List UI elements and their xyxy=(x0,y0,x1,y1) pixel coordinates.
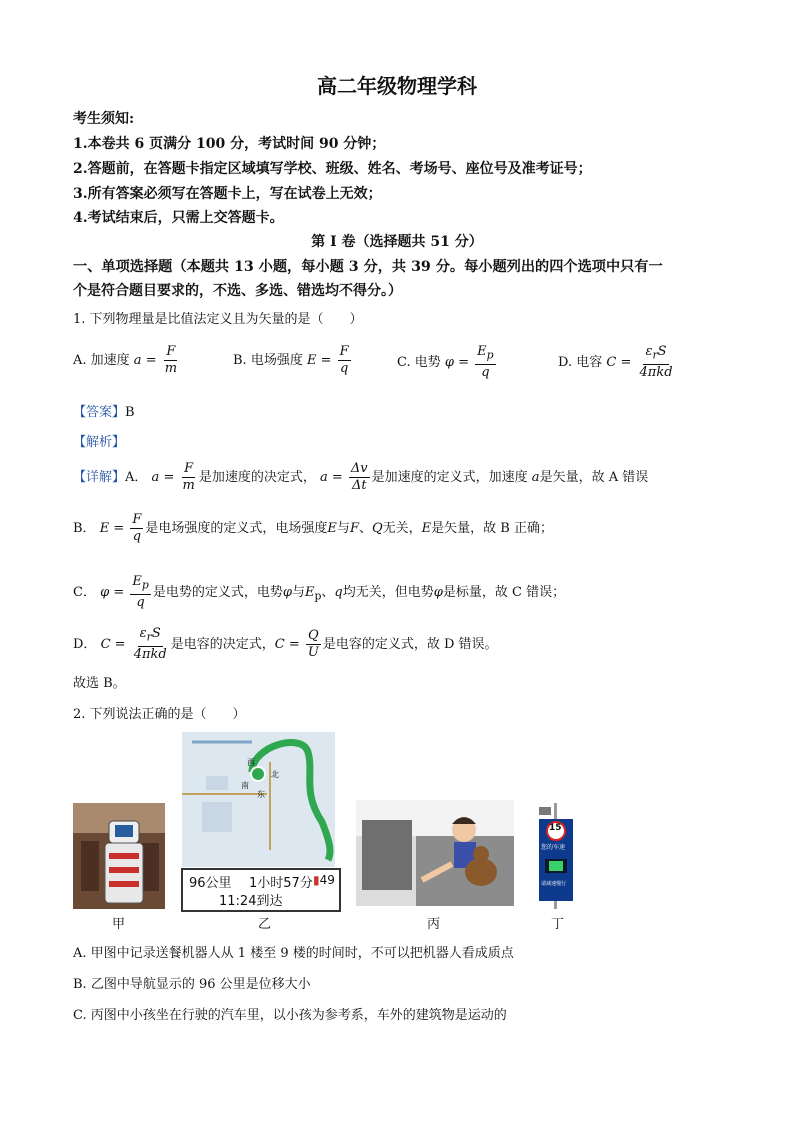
nav-arrival: 11:24到达 xyxy=(219,894,283,909)
detail-b-end: 与 xyxy=(336,521,350,536)
notice-heading: 考生须知: xyxy=(73,111,135,127)
notice-item: 2.答题前，在答题卡指定区域填写学校、班级、姓名、考场号、座位号及准考证号； xyxy=(73,161,592,177)
detail-b: B． E = $\frac{F}{q}$ 是电场强度的定义式，电场强度E与F、Q无关，E是矢量，故 B 正确； xyxy=(73,512,553,544)
option-b: B. 电场强度 E = $\frac{F}{q}$ xyxy=(233,344,349,376)
detail-a-end: 是矢量，故 A 错误 xyxy=(539,470,649,485)
option-c-label: C. 电势 xyxy=(397,354,441,370)
notice-item: 3.所有答案必须写在答题卡上，写在试卷上无效； xyxy=(73,186,382,202)
detail-c-post: 是电势的定义式，电势 xyxy=(152,584,283,600)
page-title: 高二年级物理学科 xyxy=(317,74,477,98)
analysis-tag: 【解析】 xyxy=(73,435,126,450)
option-d: D. 电容 C = $\frac{\varepsilon_rS}{\text{4πkd}}$ xyxy=(558,344,673,380)
detail-c-end: 是标量，故 C 错误； xyxy=(442,584,566,600)
option-a-label: A. 加速度 xyxy=(73,353,130,368)
answer-tag: 【答案】 xyxy=(73,405,126,420)
robot-photo xyxy=(73,803,165,909)
navigation-info-panel xyxy=(181,868,341,912)
nav-traffic-lights xyxy=(313,873,335,887)
detail-tag: 【详解】 xyxy=(73,470,126,485)
answer-value: B xyxy=(125,405,135,420)
detail-b-post: 是电场强度的定义式，电场强度 xyxy=(145,521,328,536)
option-b-label: B. 电场强度 xyxy=(233,353,303,368)
option-b: B. 乙图中导航显示的 96 公里是位移大小 xyxy=(73,977,311,992)
detail-b-end3: 是矢量，故 B 正确； xyxy=(431,521,553,536)
compass-north: 北 xyxy=(271,770,279,779)
detail-d-end: 是电容的定义式，故 D 错误。 xyxy=(322,636,498,652)
compass-east: 东 xyxy=(257,790,265,799)
figure-caption: 丙 xyxy=(427,917,441,932)
figure-caption: 甲 xyxy=(112,917,126,932)
speed-sign-text-1: 您的车速 xyxy=(541,844,566,851)
speed-sign-photo xyxy=(533,803,577,909)
question-stem: 1. 下列物理量是比值法定义且为矢量的是（ ） xyxy=(73,312,363,327)
figure-caption: 乙 xyxy=(258,917,272,932)
option-a: A. 加速度 a = $\frac{F}{m}$ xyxy=(73,344,178,376)
compass-south: 南 xyxy=(241,781,249,790)
traffic-light-icon: ▮ xyxy=(313,873,320,887)
detail-c-mid: 与 xyxy=(291,584,305,600)
detail-a-post: 是加速度的定义式，加速度 xyxy=(371,470,528,485)
speed-limit-value: 15 xyxy=(549,823,562,833)
detail-a-mid: 是加速度的决定式， xyxy=(198,470,316,485)
detail-d-post: 是电容的决定式， xyxy=(170,636,275,652)
detail-c-prefix: C． xyxy=(73,584,96,600)
figure-caption: 丁 xyxy=(551,917,565,932)
detail-b-end2: 无关， xyxy=(382,521,422,536)
nav-distance: 96公里 xyxy=(189,876,232,891)
speed-sign-text-2: 请减速慢行 xyxy=(541,881,567,887)
detail-a: 【详解】A． a = $\frac{F}{m}$ 是加速度的决定式， a = $\frac{\Delta v}{\Delta t}$ 是加速度的定义式，加速度 a是矢量，故 A 错误 xyxy=(73,461,649,493)
section-heading: 一、单项选择题（本题共 13 小题，每小题 3 分，共 39 分。每小题列出的四个选项中只有一 xyxy=(73,259,663,275)
nav-duration: 1小时57分 xyxy=(249,876,313,891)
question-stem: 2. 下列说法正确的是（ ） xyxy=(73,707,246,722)
option-c: C. 丙图中小孩坐在行驶的汽车里，以小孩为参考系，车外的建筑物是运动的 xyxy=(73,1008,507,1023)
detail-b-prefix: B． xyxy=(73,521,96,536)
compass-west: 西 xyxy=(247,758,255,767)
location-icon xyxy=(251,767,265,781)
option-c: C. 电势 φ = $\frac{E_p}{q}$ xyxy=(397,344,494,380)
section-heading-cont: 个是符合题目要求的，不选、多选、错选均不得分。） xyxy=(73,283,402,299)
option-d-label: D. 电容 xyxy=(558,354,603,370)
nav-lights-count: 49 xyxy=(319,873,335,887)
detail-d-prefix: D． xyxy=(73,636,97,652)
conclusion: 故选 B。 xyxy=(73,676,126,691)
notice-item: 4.考试结束后，只需上交答题卡。 xyxy=(73,210,284,226)
detail-a-prefix: A． xyxy=(125,470,148,485)
answer-line xyxy=(73,401,135,420)
option-a: A. 甲图中记录送餐机器人从 1 楼至 9 楼的时间时，不可以把机器人看成质点 xyxy=(73,946,514,961)
notice-item: 1.本卷共 6 页满分 100 分，考试时间 90 分钟； xyxy=(73,136,386,152)
volume-title: 第 I 卷（选择题共 51 分） xyxy=(311,234,483,250)
child-in-car-photo xyxy=(356,800,514,906)
detail-c-mid2: 均无关，但电势 xyxy=(342,584,434,600)
detail-c: C． φ = $\frac{E_p}{q}$ 是电势的定义式，电势φ与$E_p$、q均无关，但电势φ是标量，故 C 错误； xyxy=(73,574,566,610)
detail-d: D． C = $\frac{\varepsilon_rS}{\text{4πkd}}$ 是电容的决定式，C = $\frac{Q}{U}$ 是电容的定义式，故 D 错误。 xyxy=(73,626,498,662)
